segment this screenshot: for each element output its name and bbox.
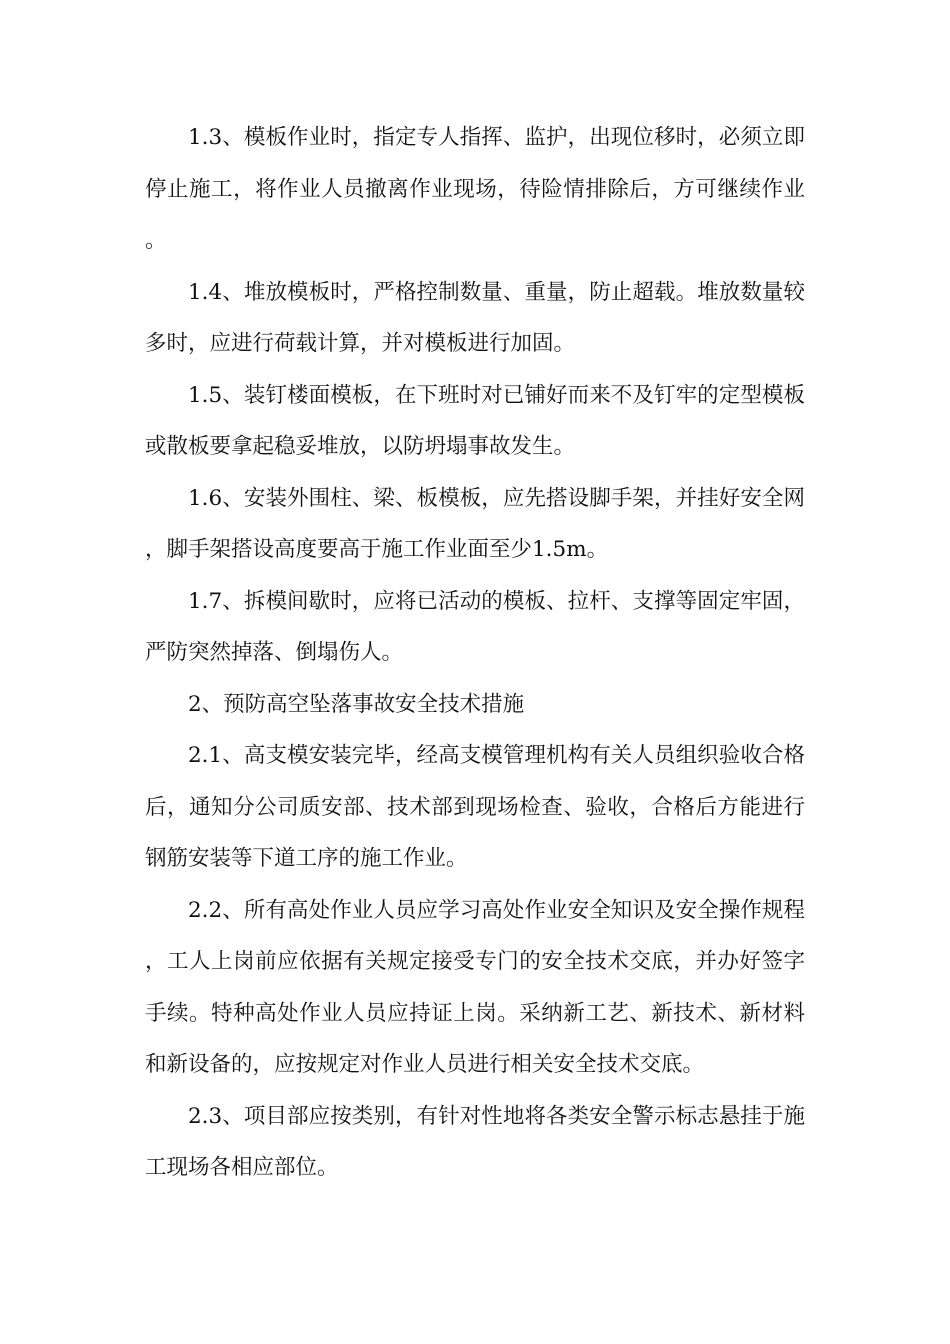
paragraph-1-4: 1.4、堆放模板时，严格控制数量、重量，防止超载。堆放数量较多时，应进行荷载计算，并对模板进行加固。: [145, 279, 805, 356]
paragraph-1-5: 1.5、装钉楼面模板，在下班时对已铺好而来不及钉牢的定型模板或散板要拿起稳妥堆放，以防坍塌事故发生。: [145, 382, 805, 459]
paragraph-2-2: 2.2、所有高处作业人员应学习高处作业安全知识及安全操作规程，工人上岗前应依据有关规定接受专门的安全技术交底，并办好签字手续。特种高处作业人员应持证上岗。采纳新工艺、新技术、新材料和新设备的，应按规定对作业人员进行相关安全技术交底。: [145, 897, 805, 1077]
section-heading-2: 2、预防高空坠落事故安全技术措施: [188, 691, 525, 717]
paragraph-2-1: 2.1、高支模安装完毕，经高支模管理机构有关人员组织验收合格后，通知分公司质安部、技术部到现场检查、验收，合格后方能进行钢筋安装等下道工序的施工作业。: [145, 743, 805, 871]
paragraph-1-7: 1.7、拆模间歇时，应将已活动的模板、拉杆、支撑等固定牢固，严防突然掉落、倒塌伤人。: [145, 588, 805, 665]
paragraph-1-6: 1.6、安装外围柱、梁、板模板，应先搭设脚手架，并挂好安全网，脚手架搭设高度要高于施工作业面至少1.5m。: [145, 485, 805, 562]
paragraph-1-3: 1.3、模板作业时，指定专人指挥、监护，出现位移时，必须立即停止施工，将作业人员撤离作业现场，待险情排除后，方可继续作业。: [145, 125, 805, 253]
paragraph-2-3: 2.3、项目部应按类别，有针对性地将各类安全警示标志悬挂于施工现场各相应部位。: [145, 1103, 805, 1180]
document-body: [145, 112, 805, 1194]
